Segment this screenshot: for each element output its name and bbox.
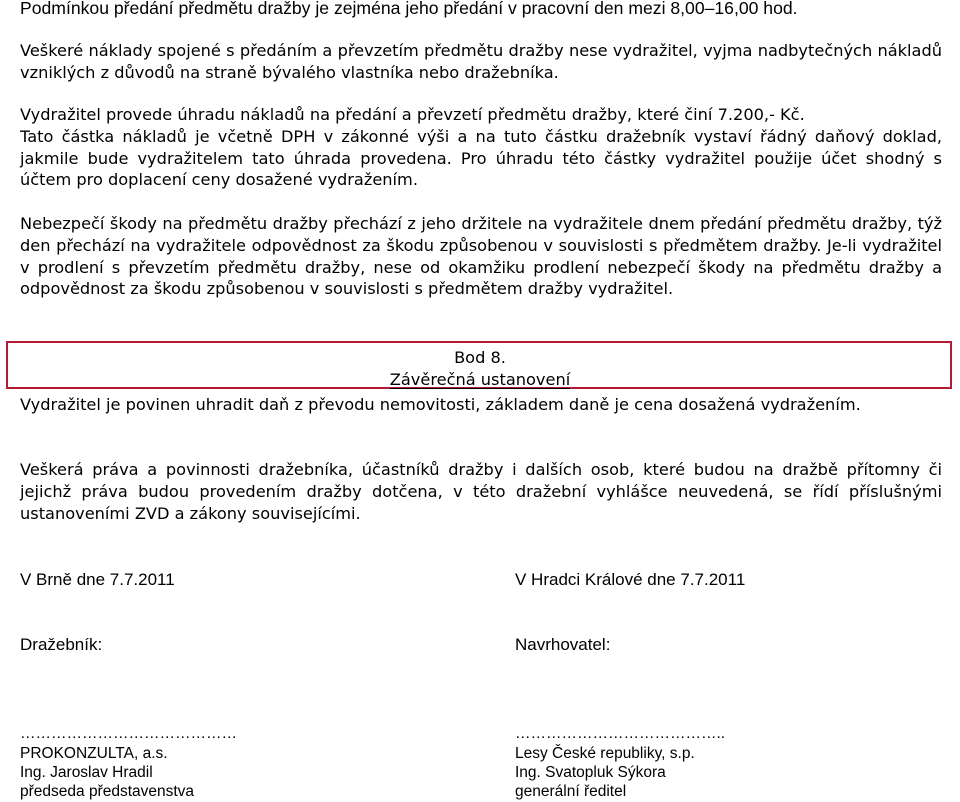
paragraph-transfer-tax: Vydražitel je povinen uhradit daň z převodu nemovitosti, základem daně je cena dosažená vydražením. <box>20 395 861 414</box>
right-signatory-title: generální ředitel <box>515 783 627 800</box>
left-place-date: V Brně dne 7.7.2011 <box>20 570 175 589</box>
left-signatory-name: Ing. Jaroslav Hradil <box>20 764 153 781</box>
paragraph-vat-invoice: Tato částka nákladů je včetně DPH v zákonné výši a na tuto částku dražebník vystaví řádný daňový doklad, jakmile bude vydražitelem tato úhrada provedena. Pro úhradu této částky vydražitel použije účet shodný s účtem pro doplacení ceny dosažené vydražením. <box>20 126 942 190</box>
right-organization: Lesy České republiky, s.p. <box>515 745 695 762</box>
section-number: Bod 8. <box>454 348 506 367</box>
paragraph-handover-costs: Veškeré náklady spojené s předáním a převzetím předmětu dražby nese vydražitel, vyjma nadbytečných nákladů vzniklých z důvodů na straně bývalého vlastníka nebo dražebníka. <box>20 41 942 82</box>
paragraph-cost-payment <box>20 104 942 191</box>
left-organization: PROKONZULTA, a.s. <box>20 745 168 762</box>
left-role-label: Dražebník: <box>20 635 103 654</box>
paragraph-handover-time: Podmínkou předání předmětu dražby je zejména jeho předání v pracovní den mezi 8,00–16,00 hod. <box>20 0 798 18</box>
left-signatory-title: předseda představenstva <box>20 783 195 800</box>
paragraph-rights-obligations: Veškerá práva a povinnosti dražebníka, účastníků dražby i dalších osob, které budou na dražbě přítomny či jejichž práva budou provedením dražby dotčena, v této dražební vyhlášce neuvedená, se řídí příslušnými ustanoveními ZVD a zákony souvisejícími. <box>20 460 942 523</box>
left-signature-line: …………………………………… <box>20 725 237 742</box>
section-title: Závěrečná ustanovení <box>389 370 571 389</box>
right-role-label: Navrhovatel: <box>515 635 611 654</box>
right-signatory-name: Ing. Svatopluk Sýkora <box>515 764 666 781</box>
paragraph-cost-amount: Vydražitel provede úhradu nákladů na předání a převzetí předmětu dražby, které činí 7.200,- Kč. <box>20 105 805 124</box>
right-place-date: V Hradci Králové dne 7.7.2011 <box>515 570 746 589</box>
right-signature-line: ………………………………….. <box>515 725 726 742</box>
section-title-wrap <box>0 369 960 390</box>
paragraph-damage-risk: Nebezpečí škody na předmětu dražby přechází z jeho držitele na vydražitele dnem předání předmětu dražby, týž den přechází na vydražitele odpovědnost za škodu způsobenou v souvislosti s předmětem dražby. Je-li vydražitel v prodlení s převzetím předmětu dražby, nese od okamžiku prodlení nebezpečí škody na předmětu dražby a odpovědnost za škodu způsobenou v souvislosti s předmětem dražby vydražitel. <box>20 214 942 299</box>
